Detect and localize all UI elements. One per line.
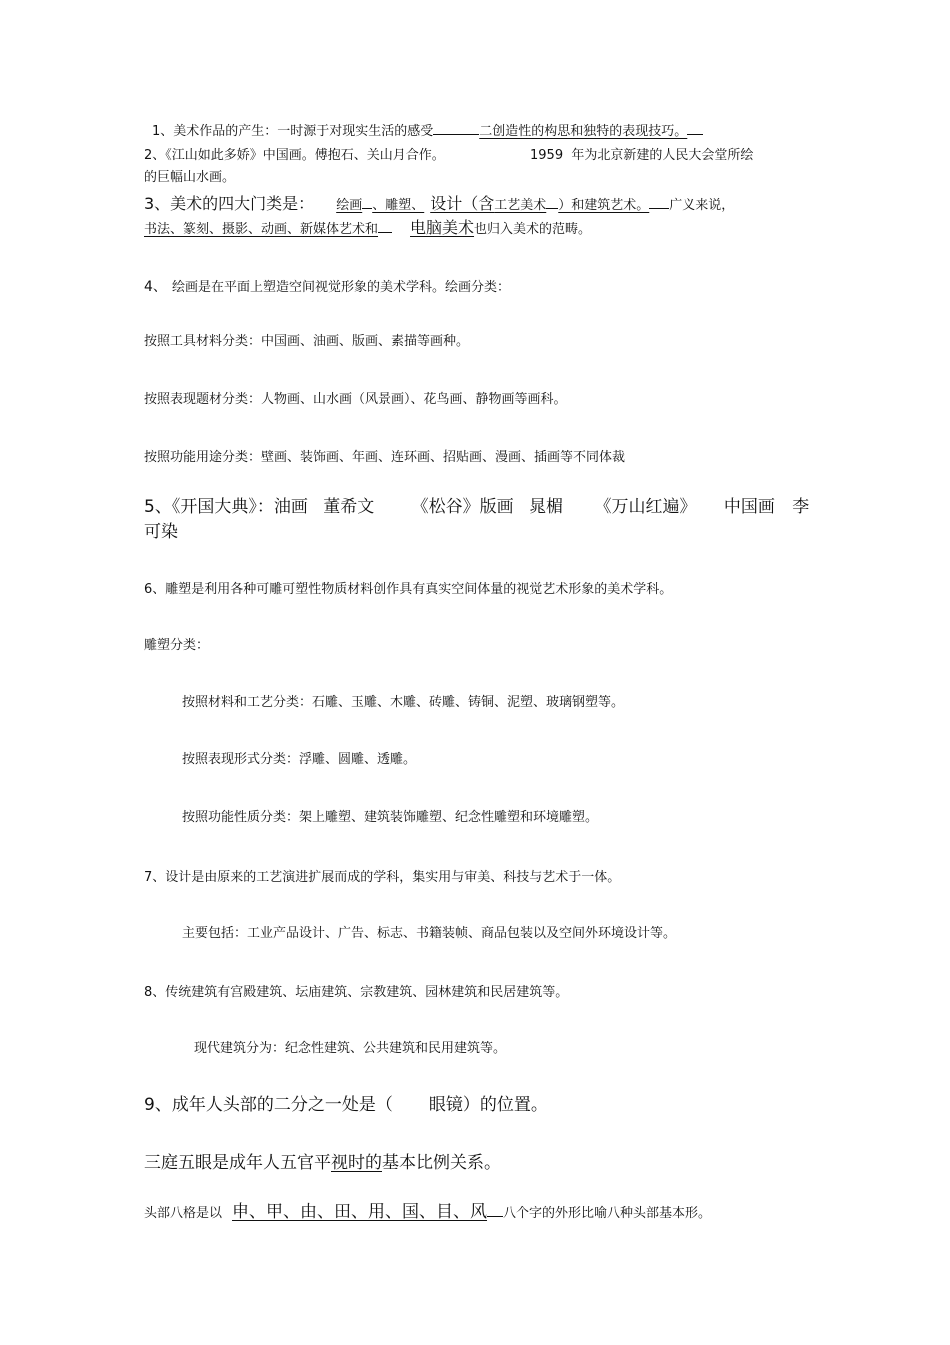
q9-three-court — [144, 1153, 501, 1173]
q5-e: 《万山红遍》 — [594, 497, 697, 517]
q2-line1 — [144, 148, 445, 164]
q3-painting: 绘画 — [336, 198, 363, 213]
q3-line1 — [144, 194, 734, 214]
q2-line2 — [144, 170, 235, 186]
q9-a: 9、成年人头部的二分之一处是（ — [144, 1095, 393, 1115]
q3-line2-a: 书法、篆刻、摄影、动画、新媒体艺术和 — [144, 222, 379, 237]
q6-by-material: 按照材料和工艺分类：石雕、玉雕、木雕、砖雕、铸铜、泥塑、玻璃钢塑等。 — [182, 695, 625, 710]
q6-classify: 雕塑分类： — [144, 638, 210, 653]
q7-includes: 主要包括：工业产品设计、广告、标志、书籍装帧、商品包装以及空间外环境设计等。 — [182, 926, 677, 941]
q3-after-gap — [649, 196, 669, 209]
q3-gap — [362, 196, 372, 209]
q2-line2-text: 的巨幅山水画。 — [144, 170, 236, 185]
q3-line2-b: 也归入美术的范畴。 — [474, 222, 592, 237]
q9-line — [144, 1095, 548, 1115]
q6-head: 6、雕塑是利用各种可雕可塑性物质材料创作具有真实空间体量的视觉艺术形象的美术学科。 — [144, 582, 673, 597]
q9-eight-lead: 头部八格是以 — [144, 1206, 223, 1221]
q1-blank — [433, 122, 479, 135]
q9-three-court-b: 视时的 — [331, 1153, 382, 1173]
q2-line1-tail: 年为北京新建的人民大会堂所绘 — [571, 148, 754, 163]
q3-sep1: 、雕塑、 — [372, 198, 425, 213]
q1-line — [152, 122, 703, 140]
q4-head — [144, 276, 510, 296]
q9-three-court-c: 基本比例关系。 — [382, 1153, 501, 1173]
q3-lead: 3、美术的四大门类是： — [144, 194, 315, 213]
q5-b: 董希文 — [323, 497, 375, 517]
q5-f: 中国画 — [723, 497, 775, 517]
q5-a: 5、《开国大典》：油画 — [144, 497, 308, 517]
q2-line1-right — [530, 148, 753, 164]
q8-head: 8、传统建筑有宫殿建筑、坛庙建筑、宗教建筑、园林建筑和民居建筑等。 — [144, 985, 569, 1000]
q3-broad: 广义来说， — [669, 198, 735, 213]
q3-line2 — [144, 218, 591, 238]
q5-line2: 可染 — [144, 522, 178, 542]
q9-three-court-a: 三庭五眼是成年人五官平 — [144, 1153, 331, 1173]
q9-eight-gap — [487, 1202, 503, 1217]
q5-d: 晁楣 — [529, 497, 564, 517]
q3-painting-blank — [336, 198, 372, 213]
q7-head: 7、设计是由原来的工艺演进扩展而成的学科，集实用与审美、科技与艺术于一体。 — [144, 870, 621, 885]
q2-line1-text: 2、《江山如此多娇》中国画。傅抱石、关山月合作。 — [144, 148, 445, 163]
q4-by-material: 按照工具材料分类：中国画、油画、版画、素描等画种。 — [144, 334, 470, 349]
q3-design: 设计（含 — [430, 194, 495, 213]
q6-by-function: 按照功能性质分类：架上雕塑、建筑装饰雕塑、纪念性雕塑和环境雕塑。 — [182, 810, 599, 825]
q5-c: 《松谷》版画 — [411, 497, 514, 517]
q3-computer-art: 电脑美术 — [410, 218, 475, 237]
q4-by-function: 按照功能用途分类：壁画、装饰画、年画、连环画、招贴画、漫画、插画等不同体裁 — [144, 450, 626, 465]
q4-head-text: 绘画是在平面上塑造空间视觉形象的美术学科。绘画分类： — [172, 280, 511, 295]
q1-suffix: 二创造性的构思和独特的表现技巧。 — [479, 124, 688, 139]
q1-tail-blank — [687, 122, 703, 135]
q4-head-num: 4、 — [144, 279, 167, 295]
q1-prefix: 1、美术作品的产生：一时源于对现实生活的感受 — [152, 124, 434, 139]
q8-modern: 现代建筑分为：纪念性建筑、公共建筑和民用建筑等。 — [194, 1041, 507, 1056]
q2-year: 1959 — [530, 148, 564, 163]
q3-craft-gap — [546, 196, 558, 209]
q4-by-subject: 按照表现题材分类：人物画、山水画（风景画）、花鸟画、静物画等画科。 — [144, 392, 567, 407]
q5-g: 李 — [792, 497, 810, 517]
q3-craft: 工艺美术 — [494, 198, 547, 213]
q9-eight — [144, 1202, 711, 1222]
q9-answer: 眼镜）的位置。 — [428, 1095, 548, 1115]
q9-eight-tail: 八个字的外形比喻八种头部基本形。 — [503, 1206, 712, 1221]
q9-eight-chars: 申、甲、由、田、用、国、目、风 — [232, 1202, 488, 1222]
q5-line1 — [144, 497, 809, 517]
q6-by-form: 按照表现形式分类：浮雕、圆雕、透雕。 — [182, 752, 417, 767]
q3-paren-close: ）和建筑艺术。 — [558, 198, 650, 213]
q3-line2-gap — [378, 220, 392, 233]
